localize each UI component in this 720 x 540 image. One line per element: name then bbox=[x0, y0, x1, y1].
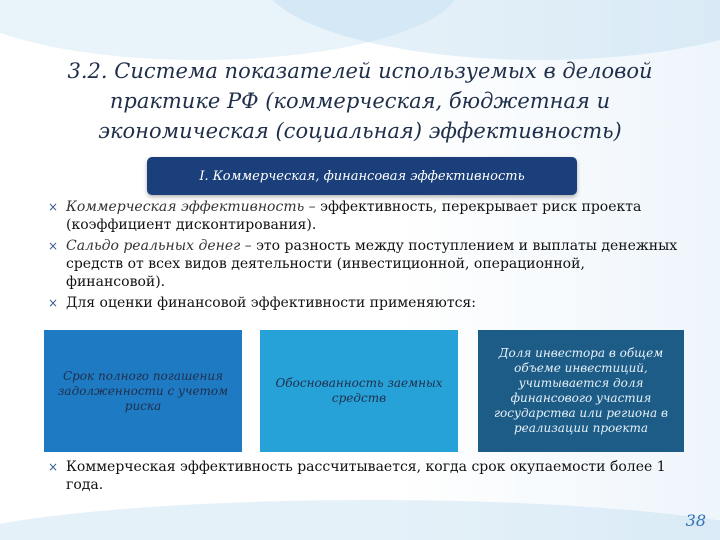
decor-wave bbox=[260, 0, 720, 60]
bullet-text: это разность между поступлением и выплаты денежных средств от всех видов деятельности (инвестиционной, операционной, финансовой). bbox=[66, 238, 678, 290]
bullet-item bbox=[46, 294, 686, 312]
section-banner: I. Коммерческая, финансовая эффективность bbox=[147, 157, 577, 195]
bullet-text: Коммерческая эффективность рассчитывается, когда срок окупаемости более 1 года. bbox=[66, 459, 666, 493]
bullet-list bbox=[46, 198, 686, 315]
bullet-marker-icon: × bbox=[48, 296, 59, 310]
page-number: 38 bbox=[685, 511, 706, 530]
indicator-box-borrowed-funds: Обоснованность заемных средств bbox=[260, 330, 458, 452]
bullet-item bbox=[46, 237, 686, 291]
bullet-item bbox=[46, 198, 686, 234]
indicator-boxes bbox=[44, 330, 684, 452]
bullet-marker-icon: × bbox=[48, 200, 59, 214]
bullet-marker-icon: × bbox=[48, 460, 59, 474]
bottom-bullet-list bbox=[46, 458, 686, 497]
decor-wave bbox=[0, 500, 720, 540]
bullet-term: Сальдо реальных денег – bbox=[66, 238, 252, 254]
bullet-term: Коммерческая эффективность – bbox=[66, 199, 316, 215]
slide-title: 3.2. Система показателей используемых в деловой практике РФ (коммерческая, бюджетная и экономическая (социальная) эффективность) bbox=[67, 59, 653, 143]
bullet-text: Для оценки финансовой эффективности применяются: bbox=[66, 295, 476, 311]
bullet-marker-icon: × bbox=[48, 239, 59, 253]
bullet-item bbox=[46, 458, 686, 494]
indicator-box-investor-share: Доля инвестора в общем объеме инвестиций, учитывается доля финансового участия государства или региона в реализации проекта bbox=[478, 330, 684, 452]
bullet-text: эффективность, перекрывает риск проекта (коэффициент дисконтирования). bbox=[66, 199, 642, 233]
indicator-box-debt-repayment: Срок полного погашения задолженности с учетом риска bbox=[44, 330, 242, 452]
